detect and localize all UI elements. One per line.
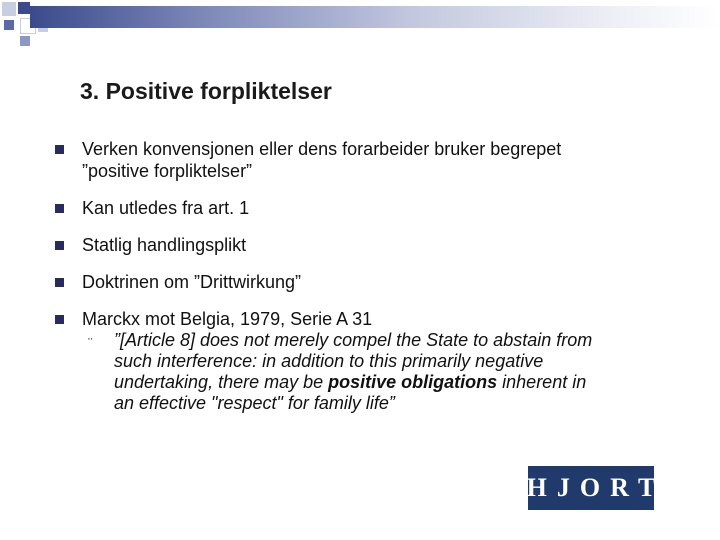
bullet-item (52, 271, 672, 293)
logo-text: HJORT (526, 473, 666, 502)
decor-square (4, 20, 14, 30)
bullet-text: ”positive forpliktelser” (82, 161, 253, 181)
header-decoration (0, 0, 720, 60)
bullet-item (52, 234, 672, 256)
square-bullet-icon (55, 315, 64, 324)
square-bullet-icon (55, 145, 64, 154)
quote-line (114, 372, 672, 393)
quote-line: ”[Article 8] does not merely compel the State to abstain from (114, 330, 593, 350)
bullet-text: Marckx mot Belgia, 1979, Serie A 31 (82, 309, 373, 329)
square-bullet-icon (55, 204, 64, 213)
hollow-square-bullet-icon: ¨ (88, 335, 93, 351)
bullet-text: Verken konvensjonen eller dens forarbeider bruker begrepet (82, 139, 562, 159)
square-bullet-icon (55, 278, 64, 287)
bullet-text: Doktrinen om ”Drittwirkung” (82, 272, 302, 292)
square-bullet-icon (55, 241, 64, 250)
bullet-text: Statlig handlingsplikt (82, 235, 247, 255)
hjort-logo (526, 466, 666, 510)
quote-text: inherent in (497, 372, 587, 392)
slide-title: 3. Positive forpliktelser (80, 78, 332, 104)
bullet-list (52, 138, 672, 414)
decor-square (2, 2, 16, 16)
bullet-item (52, 308, 672, 414)
bullet-item (52, 138, 672, 182)
quote-text: undertaking, there may be (114, 372, 329, 392)
quote-line: such interference: in addition to this primarily negative (114, 351, 544, 371)
header-gradient-bar (30, 6, 720, 28)
decor-square (18, 2, 30, 14)
quote-line: an effective "respect" for family life” (114, 393, 395, 413)
decor-square (20, 36, 30, 46)
sub-bullet-item (82, 330, 672, 414)
emphasis-text: positive obligations (328, 372, 498, 392)
bullet-text: Kan utledes fra art. 1 (82, 198, 250, 218)
bullet-item (52, 197, 672, 219)
